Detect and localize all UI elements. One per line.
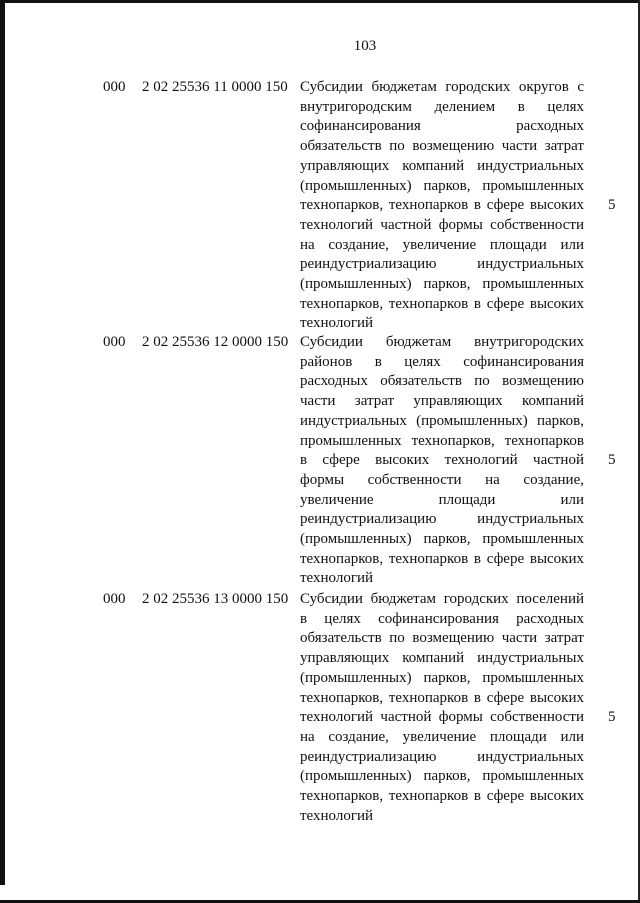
description-line: в целях софинансирования расходных <box>300 610 584 627</box>
income-description <box>300 590 584 826</box>
scan-border-left <box>0 0 5 885</box>
description-line: технологий <box>300 570 374 587</box>
description-line: софинансирования расходных <box>300 118 584 135</box>
description-line: технологий частной формы собственности <box>300 709 584 726</box>
description-line: формы собственности на создание, <box>300 471 584 488</box>
description-line: Субсидии бюджетам городских поселений <box>300 591 584 607</box>
description-line: Субсидии бюджетам городских округов с <box>300 79 584 95</box>
description-line: технологий частной формы собственности <box>300 216 584 233</box>
description-line: в сфере высоких технологий частной <box>300 452 584 469</box>
description-line: на создание, увеличение площади или <box>300 236 584 253</box>
description-line: расходных обязательств по возмещению <box>300 373 584 390</box>
description-line: технопарков, технопарков в сфере высоких <box>300 550 584 567</box>
description-line: управляющих компаний индустриальных <box>300 157 584 174</box>
amount-value: 5 <box>608 452 616 469</box>
description-line: реиндустриализацию индустриальных <box>300 511 584 528</box>
amount-value: 5 <box>608 709 616 726</box>
description-line: (промышленных) парков, промышленных <box>300 276 584 293</box>
admin-code: 000 <box>103 591 126 607</box>
description-line: увеличение площади или <box>300 491 584 508</box>
description-line: (промышленных) парков, промышленных <box>300 768 584 785</box>
income-description <box>300 333 584 589</box>
description-line: реиндустриализацию индустриальных <box>300 256 584 273</box>
description-line: обязательств по возмещению части затрат <box>300 630 584 647</box>
budget-classification-code: 2 02 25536 12 0000 150 <box>142 334 289 350</box>
scan-border-top <box>0 0 640 3</box>
admin-code: 000 <box>103 79 126 95</box>
page-number: 103 <box>353 38 377 54</box>
description-line: (промышленных) парков, промышленных <box>300 177 584 194</box>
description-line: реиндустриализацию индустриальных <box>300 748 584 765</box>
amount-value: 5 <box>608 197 616 214</box>
description-line: технопарков, технопарков в сфере высоких <box>300 295 584 312</box>
budget-classification-code: 2 02 25536 11 0000 150 <box>142 79 288 95</box>
admin-code: 000 <box>103 334 126 350</box>
description-line: технопарков, технопарков в сфере высоких <box>300 197 584 214</box>
description-line: обязательств по возмещению части затрат <box>300 138 584 155</box>
description-line: промышленных технопарков, технопарков <box>300 432 584 449</box>
description-line: районов в целях софинансирования <box>300 353 584 370</box>
income-description <box>300 78 584 334</box>
description-line: на создание, увеличение площади или <box>300 728 584 745</box>
description-line: внутригородским делением в целях <box>300 98 584 115</box>
description-line: технопарков, технопарков в сфере высоких <box>300 689 584 706</box>
description-line: технологий <box>300 315 374 332</box>
description-line: (промышленных) парков, промышленных <box>300 669 584 686</box>
description-line: (промышленных) парков, промышленных <box>300 531 584 548</box>
description-line: технологий <box>300 807 374 824</box>
description-line: управляющих компаний индустриальных <box>300 650 584 667</box>
budget-classification-code: 2 02 25536 13 0000 150 <box>142 591 289 607</box>
description-line: индустриальных (промышленных) парков, <box>300 412 584 429</box>
description-line: Субсидии бюджетам внутригородских <box>300 334 584 350</box>
description-line: части затрат управляющих компаний <box>300 393 584 410</box>
description-line: технопарков, технопарков в сфере высоких <box>300 788 584 805</box>
